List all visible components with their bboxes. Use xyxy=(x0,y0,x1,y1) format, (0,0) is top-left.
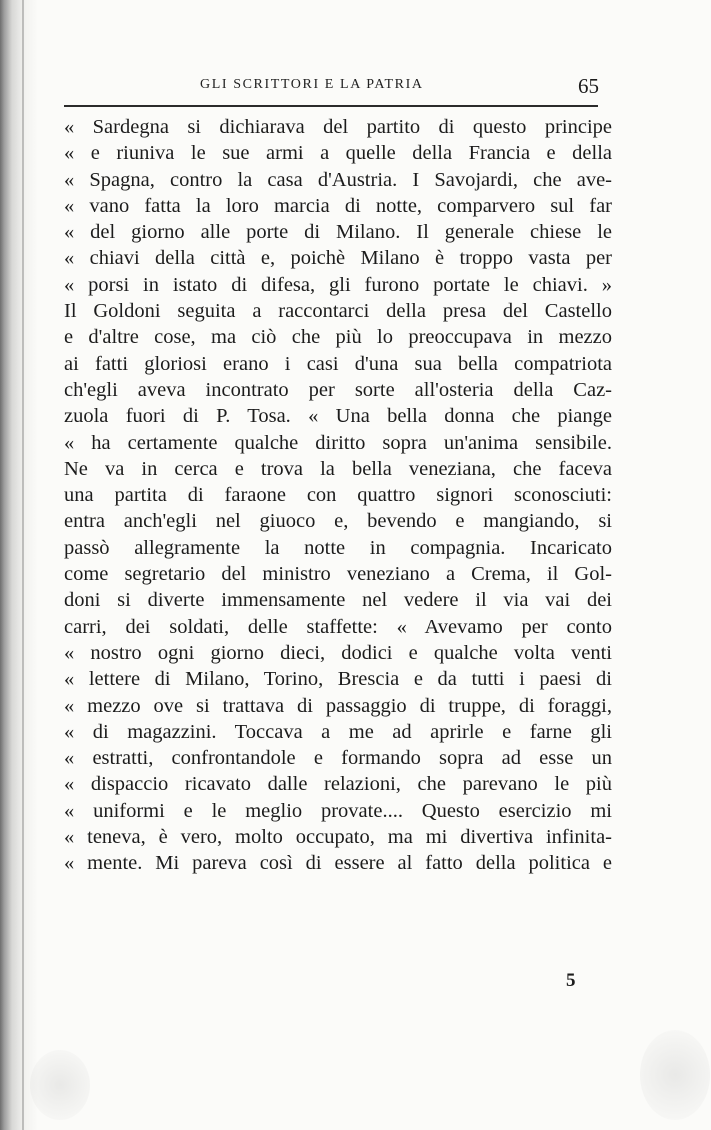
text-line: ch'egli aveva incontrato per sorte all'osteria della Caz- xyxy=(64,378,612,401)
text-line: « teneva, è vero, molto occupato, ma mi divertiva infinita- xyxy=(64,826,612,849)
text-line: « estratti, confrontandole e formando sopra ad esse un xyxy=(64,747,612,770)
text-line: « e riuniva le sue armi a quelle della Francia e della xyxy=(64,142,612,165)
text-line: « di magazzini. Toccava a me ad aprirle e farne gli xyxy=(64,720,612,743)
text-line: zuola fuori di P. Tosa. « Una bella donna che piange xyxy=(64,405,612,428)
text-line: « porsi in istato di difesa, gli furono portate le chiavi. » xyxy=(64,273,612,296)
header-rule xyxy=(64,105,598,107)
spine-edge-line xyxy=(22,0,24,1130)
text-line: come segretario del ministro veneziano a Crema, il Gol- xyxy=(64,563,612,586)
text-line: entra anch'egli nel giuoco e, bevendo e mangiando, si xyxy=(64,510,612,533)
text-line: doni si diverte immensamente nel vedere il via vai dei xyxy=(64,589,612,612)
text-line: passò allegramente la notte in compagnia. Incaricato xyxy=(64,536,612,559)
text-line: una partita di faraone con quattro signori sconosciuti: xyxy=(64,484,612,507)
text-line: « Spagna, contro la casa d'Austria. I Savojardi, che ave- xyxy=(64,168,612,191)
running-header-title: GLI SCRITTORI E LA PATRIA xyxy=(200,77,424,92)
text-line: « mezzo ove si trattava di passaggio di truppe, di foraggi, xyxy=(64,694,612,717)
text-line: « Sardegna si dichiarava del partito di questo principe xyxy=(64,116,612,138)
text-line: « ha certamente qualche diritto sopra un'anima sensibile. xyxy=(64,431,612,454)
text-line: « nostro ogni giorno dieci, dodici e qualche volta venti xyxy=(64,641,612,664)
text-line: « dispaccio ricavato dalle relazioni, che parevano le più xyxy=(64,773,612,796)
book-spine-shadow xyxy=(0,0,38,1130)
paper-smudge xyxy=(30,1050,90,1120)
paper-smudge xyxy=(640,1030,710,1120)
text-line: « lettere di Milano, Torino, Brescia e da tutti i paesi di xyxy=(64,668,612,691)
text-line: « vano fatta la loro marcia di notte, comparvero sul far xyxy=(64,194,612,217)
text-line: Il Goldoni seguita a raccontarci della presa del Castello xyxy=(64,300,612,323)
text-line: Ne va in cerca e trova la bella veneziana, che faceva xyxy=(64,457,612,480)
text-line: e d'altre cose, ma ciò che più lo preoccupava in mezzo xyxy=(64,326,612,349)
text-line: « chiavi della città e, poichè Milano è troppo vasta per xyxy=(64,247,612,270)
text-line: « mente. Mi pareva così di essere al fatto della politica e xyxy=(64,852,612,875)
text-line: « del giorno alle porte di Milano. Il generale chiese le xyxy=(64,221,612,244)
page-number: 65 xyxy=(578,74,599,98)
text-line: ai fatti gloriosi erano i casi d'una sua bella compatriota xyxy=(64,352,612,375)
text-line: carri, dei soldati, delle staffette: « Avevamo per conto xyxy=(64,615,612,638)
text-line: « uniformi e le meglio provate.... Questo esercizio mi xyxy=(64,799,612,822)
signature-mark: 5 xyxy=(566,970,576,991)
body-text xyxy=(64,114,612,877)
